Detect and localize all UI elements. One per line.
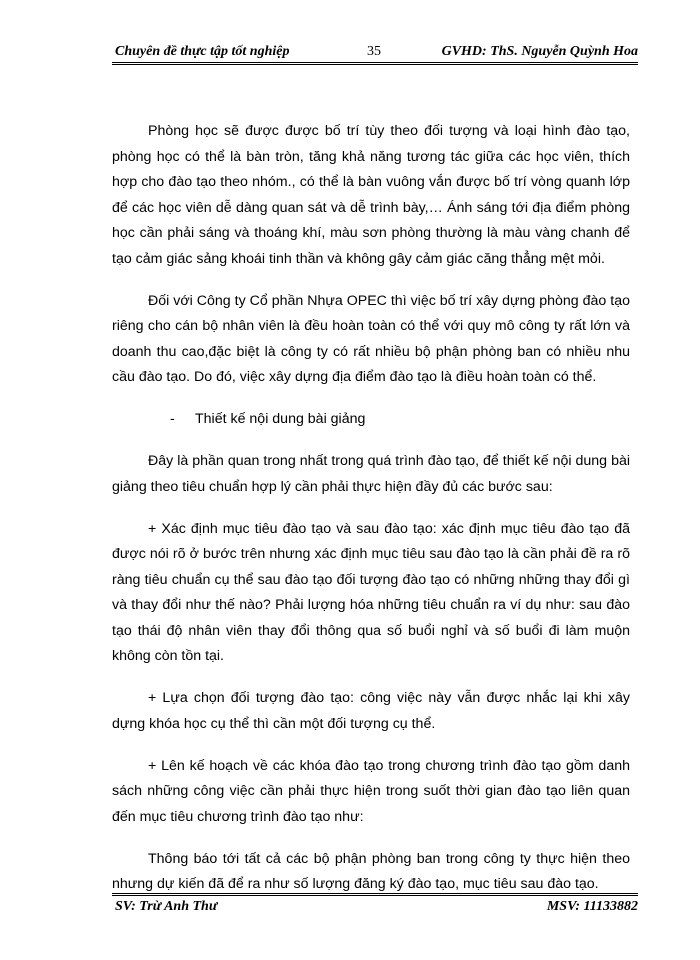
- header-page-number: 35: [367, 44, 381, 59]
- footer-divider: [112, 893, 638, 896]
- page-header: [112, 42, 638, 64]
- paragraph: Phòng học sẽ được được bố trí tùy theo đối tượng và loại hình đào tạo, phòng học có thể là bàn tròn, tăng khả năng tương tác giữa các học viên, thích hợp cho đào tạo theo nhóm., có thể là bàn vuông vắn được bố trí vòng quanh lớp để các học viên dễ dàng quan sát và dễ trình bày,… Ánh sáng tới địa điểm phòng học cần phải sáng và thoáng khí, màu sơn phòng thường là màu vàng chanh để tạo cảm giác sảng khoái tinh thần và không gây cảm giác căng thẳng mệt mỏi.: [112, 123, 630, 267]
- paragraph: Đây là phần quan trong nhất trong quá trình đào tạo, để thiết kế nội dung bài giảng theo tiêu chuẩn hợp lý cần phải thực hiện đầy đủ các bước sau:: [112, 453, 630, 495]
- page-footer: [112, 899, 638, 921]
- footer-student-name: SV: Trừ Anh Thư: [115, 899, 218, 914]
- paragraph: + Xác định mục tiêu đào tạo và sau đào tạo: xác định mục tiêu đào tạo đã được nói rõ ở bước trên nhưng xác định mục tiêu sau đào tạo là cần phải đề ra rõ ràng tiêu chuẩn cụ thể sau đào tạo đối tượng đào tạo có những những thay đổi gì và thay đổi như thế nào? Phải lượng hóa những tiêu chuẩn ra ví dụ như: sau đào tạo thái độ nhân viên thay đổi thông qua số buổi nghỉ và số buổi đi làm muộn không còn tồn tại.: [112, 520, 630, 664]
- header-document-title: Chuyên đề thực tập tốt nghiệp: [115, 44, 290, 59]
- paragraph: + Lựa chọn đối tượng đào tạo: công việc này vẫn được nhắc lại khi xây dựng khóa học cụ thể thì cần một đối tượng cụ thể.: [112, 690, 630, 732]
- header-divider: [112, 62, 638, 65]
- paragraph: + Lên kế hoạch về các khóa đào tạo trong chương trình đào tạo gồm danh sách những công việc cần phải thực hiện trong suốt thời gian đào tạo liên quan đến mục tiêu chương trình đào tạo như:: [112, 757, 630, 825]
- paragraph: Thông báo tới tất cả các bộ phận phòng ban trong công ty thực hiện theo nhưng dự kiến đã để ra như số lượng đăng ký đào tạo, mục tiêu sau đào tạo.: [112, 850, 630, 892]
- header-supervisor: GVHD: ThS. Nguyễn Quỳnh Hoa: [441, 44, 638, 59]
- document-body: [112, 119, 630, 914]
- bullet-item: [112, 407, 630, 433]
- footer-student-id: MSV: 11133882: [546, 899, 638, 914]
- paragraph: Đối với Công ty Cổ phần Nhựa OPEC thì việc bố trí xây dựng phòng đào tạo riêng cho cán bộ nhân viên là đều hoàn toàn có thể với quy mô công ty rất lớn và doanh thu cao,đặc biệt là công ty có rất nhiều bộ phận phòng ban có nhiều nhu cầu đào tạo. Do đó, việc xây dựng địa điểm đào tạo là điều hoàn toàn có thể.: [112, 292, 630, 385]
- bullet-text: Thiết kế nội dung bài giảng: [195, 411, 366, 427]
- bullet-dash: -: [170, 411, 175, 427]
